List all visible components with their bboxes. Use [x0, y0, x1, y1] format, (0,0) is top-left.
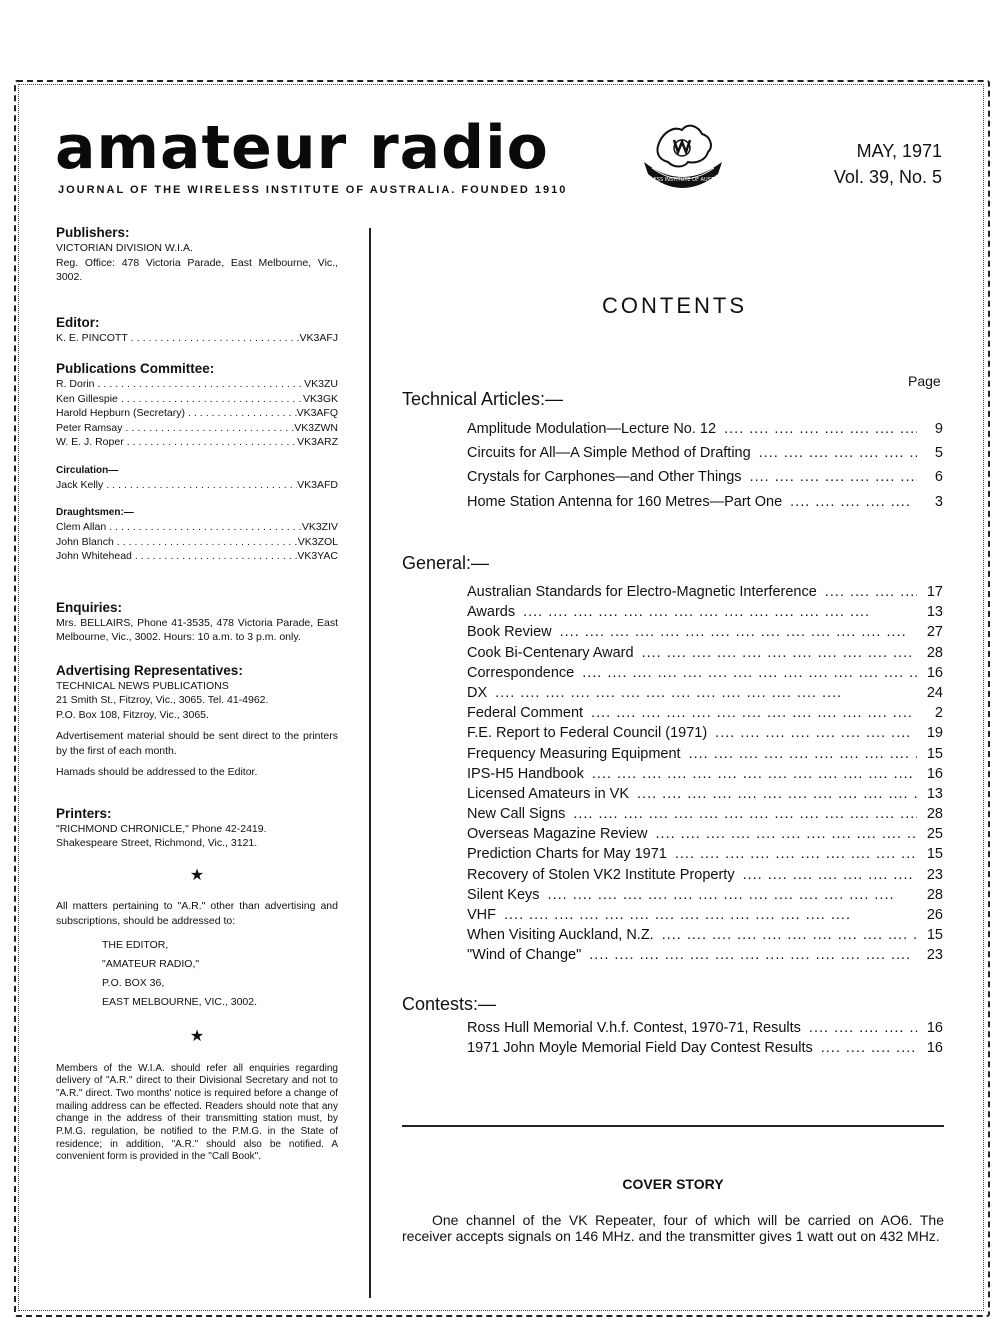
advertising-heading: Advertising Representatives:	[56, 662, 243, 678]
advertising-box: P.O. Box 108, Fitzroy, Vic., 3065.	[56, 708, 209, 721]
committee-member: R. Dorin ..... VK3ZU	[56, 377, 338, 392]
toc-entry[interactable]: 1971 John Moyle Memorial Field Day Contest Results .... 16	[467, 1038, 943, 1058]
draughtsman: Clem Allan ..... VK3ZIV	[56, 520, 338, 535]
issue-volume: Vol. 39, No. 5	[833, 167, 942, 187]
wia-emblem-logo	[638, 118, 728, 198]
toc-entry[interactable]: VHF .... 26	[467, 905, 943, 925]
advertising-note: Advertisement material should be sent direct to the printers by the first of each month.	[56, 730, 338, 757]
toc-entry[interactable]: Frequency Measuring Equipment .... 15	[467, 744, 943, 764]
committee-member: Harold Hepburn (Secretary) ..... VK3AFQ	[56, 406, 338, 421]
publishers-heading: Publishers:	[56, 225, 130, 240]
toc-entry[interactable]: Licensed Amateurs in VK .... 13	[467, 784, 943, 804]
star-separator: ★	[189, 866, 205, 884]
technical-heading: Technical Articles:—	[402, 389, 564, 409]
page-column-label: Page	[908, 373, 941, 389]
toc-entry[interactable]: F.E. Report to Federal Council (1971) .... 19	[467, 723, 943, 743]
toc-entry[interactable]: Circuits for All—A Simple Method of Drafting .... 5	[467, 443, 943, 463]
svg-text:WIRELESS INSTITUTE OF AUSTRALI: WIRELESS INSTITUTE OF AUSTRALIA	[638, 177, 728, 183]
toc-entry[interactable]: Awards .... 13	[467, 602, 943, 622]
committee-member: Peter Ramsay ..... VK3ZWN	[56, 421, 338, 436]
technical-list	[467, 419, 943, 512]
hamads-note: Hamads should be addressed to the Editor.	[56, 766, 258, 778]
advertising-address: 21 Smith St., Fitzroy, Vic., 3065. Tel. 41-4962.	[56, 694, 269, 706]
masthead-tagline: JOURNAL OF THE WIRELESS INSTITUTE OF AUSTRALIA. FOUNDED 1910	[58, 184, 568, 196]
editor-heading: Editor:	[56, 314, 100, 330]
publishers-name: VICTORIAN DIVISION W.I.A.	[56, 242, 193, 254]
toc-entry[interactable]: Recovery of Stolen VK2 Institute Property .... 23	[467, 865, 943, 885]
toc-entry[interactable]: Ross Hull Memorial V.h.f. Contest, 1970-71, Results .... 16	[467, 1018, 943, 1038]
toc-entry[interactable]: IPS-H5 Handbook .... 16	[467, 764, 943, 784]
column-divider	[369, 228, 371, 1298]
editor-name: K. E. PINCOTT	[56, 331, 128, 344]
cover-story-heading: COVER STORY	[622, 1176, 724, 1192]
contests-list	[467, 1018, 943, 1058]
general-list	[467, 582, 943, 966]
toc-entry[interactable]: Australian Standards for Electro-Magnetic Interference .... 17	[467, 582, 943, 602]
toc-entry[interactable]: When Visiting Auckland, N.Z. .... 15	[467, 925, 943, 945]
advertising-company: TECHNICAL NEWS PUBLICATIONS	[56, 679, 229, 692]
draughtsman: John Whitehead ..... VK3YAC	[56, 549, 338, 564]
committee-member: Ken Gillespie ..... VK3GK	[56, 392, 338, 407]
draughtsman: John Blanch ..... VK3ZOL	[56, 535, 338, 550]
toc-entry[interactable]: Correspondence .... 16	[467, 663, 943, 683]
editor-call: VK3AFJ	[299, 331, 338, 344]
toc-entry[interactable]: Crystals for Carphones—and Other Things .... 6	[467, 467, 943, 487]
printers-line2: Shakespeare Street, Richmond, Vic., 3121.	[56, 837, 258, 849]
toc-entry[interactable]: Amplitude Modulation—Lecture No. 12 .... 9	[467, 419, 943, 439]
masthead-title: amateur radio	[55, 113, 549, 183]
editor-row	[56, 331, 338, 346]
cover-story-text: One channel of the VK Repeater, four of which will be carried on AO6. The receiver accepts signals on 146 MHz. and the transmitter gives 1 watt out on 432 MHz.	[402, 1212, 944, 1244]
toc-entry[interactable]: "Wind of Change" .... 23	[467, 945, 943, 965]
enquiries-text: Mrs. BELLAIRS, Phone 41-3535, 478 Victoria Parade, East Melbourne, Vic., 3002. Hours: 10 a.m. to 3 p.m. only.	[56, 616, 338, 643]
masthead-column	[56, 225, 338, 1164]
publishers-office: Reg. Office: 478 Victoria Parade, East Melbourne, Vic., 3002.	[56, 256, 338, 283]
circulation-heading: Circulation—	[56, 464, 119, 476]
toc-entry[interactable]: Overseas Magazine Review .... 25	[467, 824, 943, 844]
contents-title: CONTENTS	[602, 293, 747, 318]
draughtsmen-heading: Draughtsmen:—	[56, 507, 134, 518]
section-divider	[402, 1125, 944, 1127]
toc-entry[interactable]: Cook Bi-Centenary Award .... 28	[467, 643, 943, 663]
committee-list	[56, 377, 338, 450]
committee-member: W. E. J. Roper ..... VK3ARZ	[56, 435, 338, 450]
enquiries-heading: Enquiries:	[56, 599, 123, 615]
toc-entry[interactable]: Book Review .... 27	[467, 622, 943, 642]
issue-info	[800, 138, 942, 190]
circulation-row: Jack Kelly ..... VK3AFD	[56, 478, 338, 493]
toc-entry[interactable]: DX .... 24	[467, 683, 943, 703]
star-separator: ★	[189, 1028, 205, 1045]
toc-entry[interactable]: Prediction Charts for May 1971 .... 15	[467, 844, 943, 864]
matters-text: All matters pertaining to "A.R." other than advertising and subscriptions, should be addressed to:	[56, 900, 338, 927]
members-note: Members of the W.I.A. should refer all enquiries regarding delivery of "A.R." direct to their Divisional Secretary and not to "A.R." direct. Two months' notice is required before a change of mailing address can be effected. Readers should note that any change in the address of their transmitting station must, by P.M.G. regulation, be notified to the P.M.G. in the State of residence; in addition, "A.R." should also be notified. A convenient form is provided in the "Call Book".	[56, 1062, 338, 1163]
contests-heading: Contests:—	[402, 994, 497, 1014]
printers-heading: Printers:	[56, 805, 112, 821]
toc-entry[interactable]: New Call Signs .... 28	[467, 804, 943, 824]
toc-entry[interactable]: Federal Comment .... 2	[467, 703, 943, 723]
general-heading: General:—	[402, 553, 490, 573]
toc-entry[interactable]: Silent Keys .... 28	[467, 885, 943, 905]
issue-date: MAY, 1971	[856, 141, 942, 161]
committee-heading: Publications Committee:	[56, 361, 215, 376]
editor-address: THE EDITOR, "AMATEUR RADIO," P.O. BOX 36, EAST MELBOURNE, VIC., 3002.	[102, 939, 258, 1008]
printers-line1: "RICHMOND CHRONICLE," Phone 42-2419.	[56, 822, 267, 835]
toc-entry[interactable]: Home Station Antenna for 160 Metres—Part One .... 3	[467, 492, 943, 512]
